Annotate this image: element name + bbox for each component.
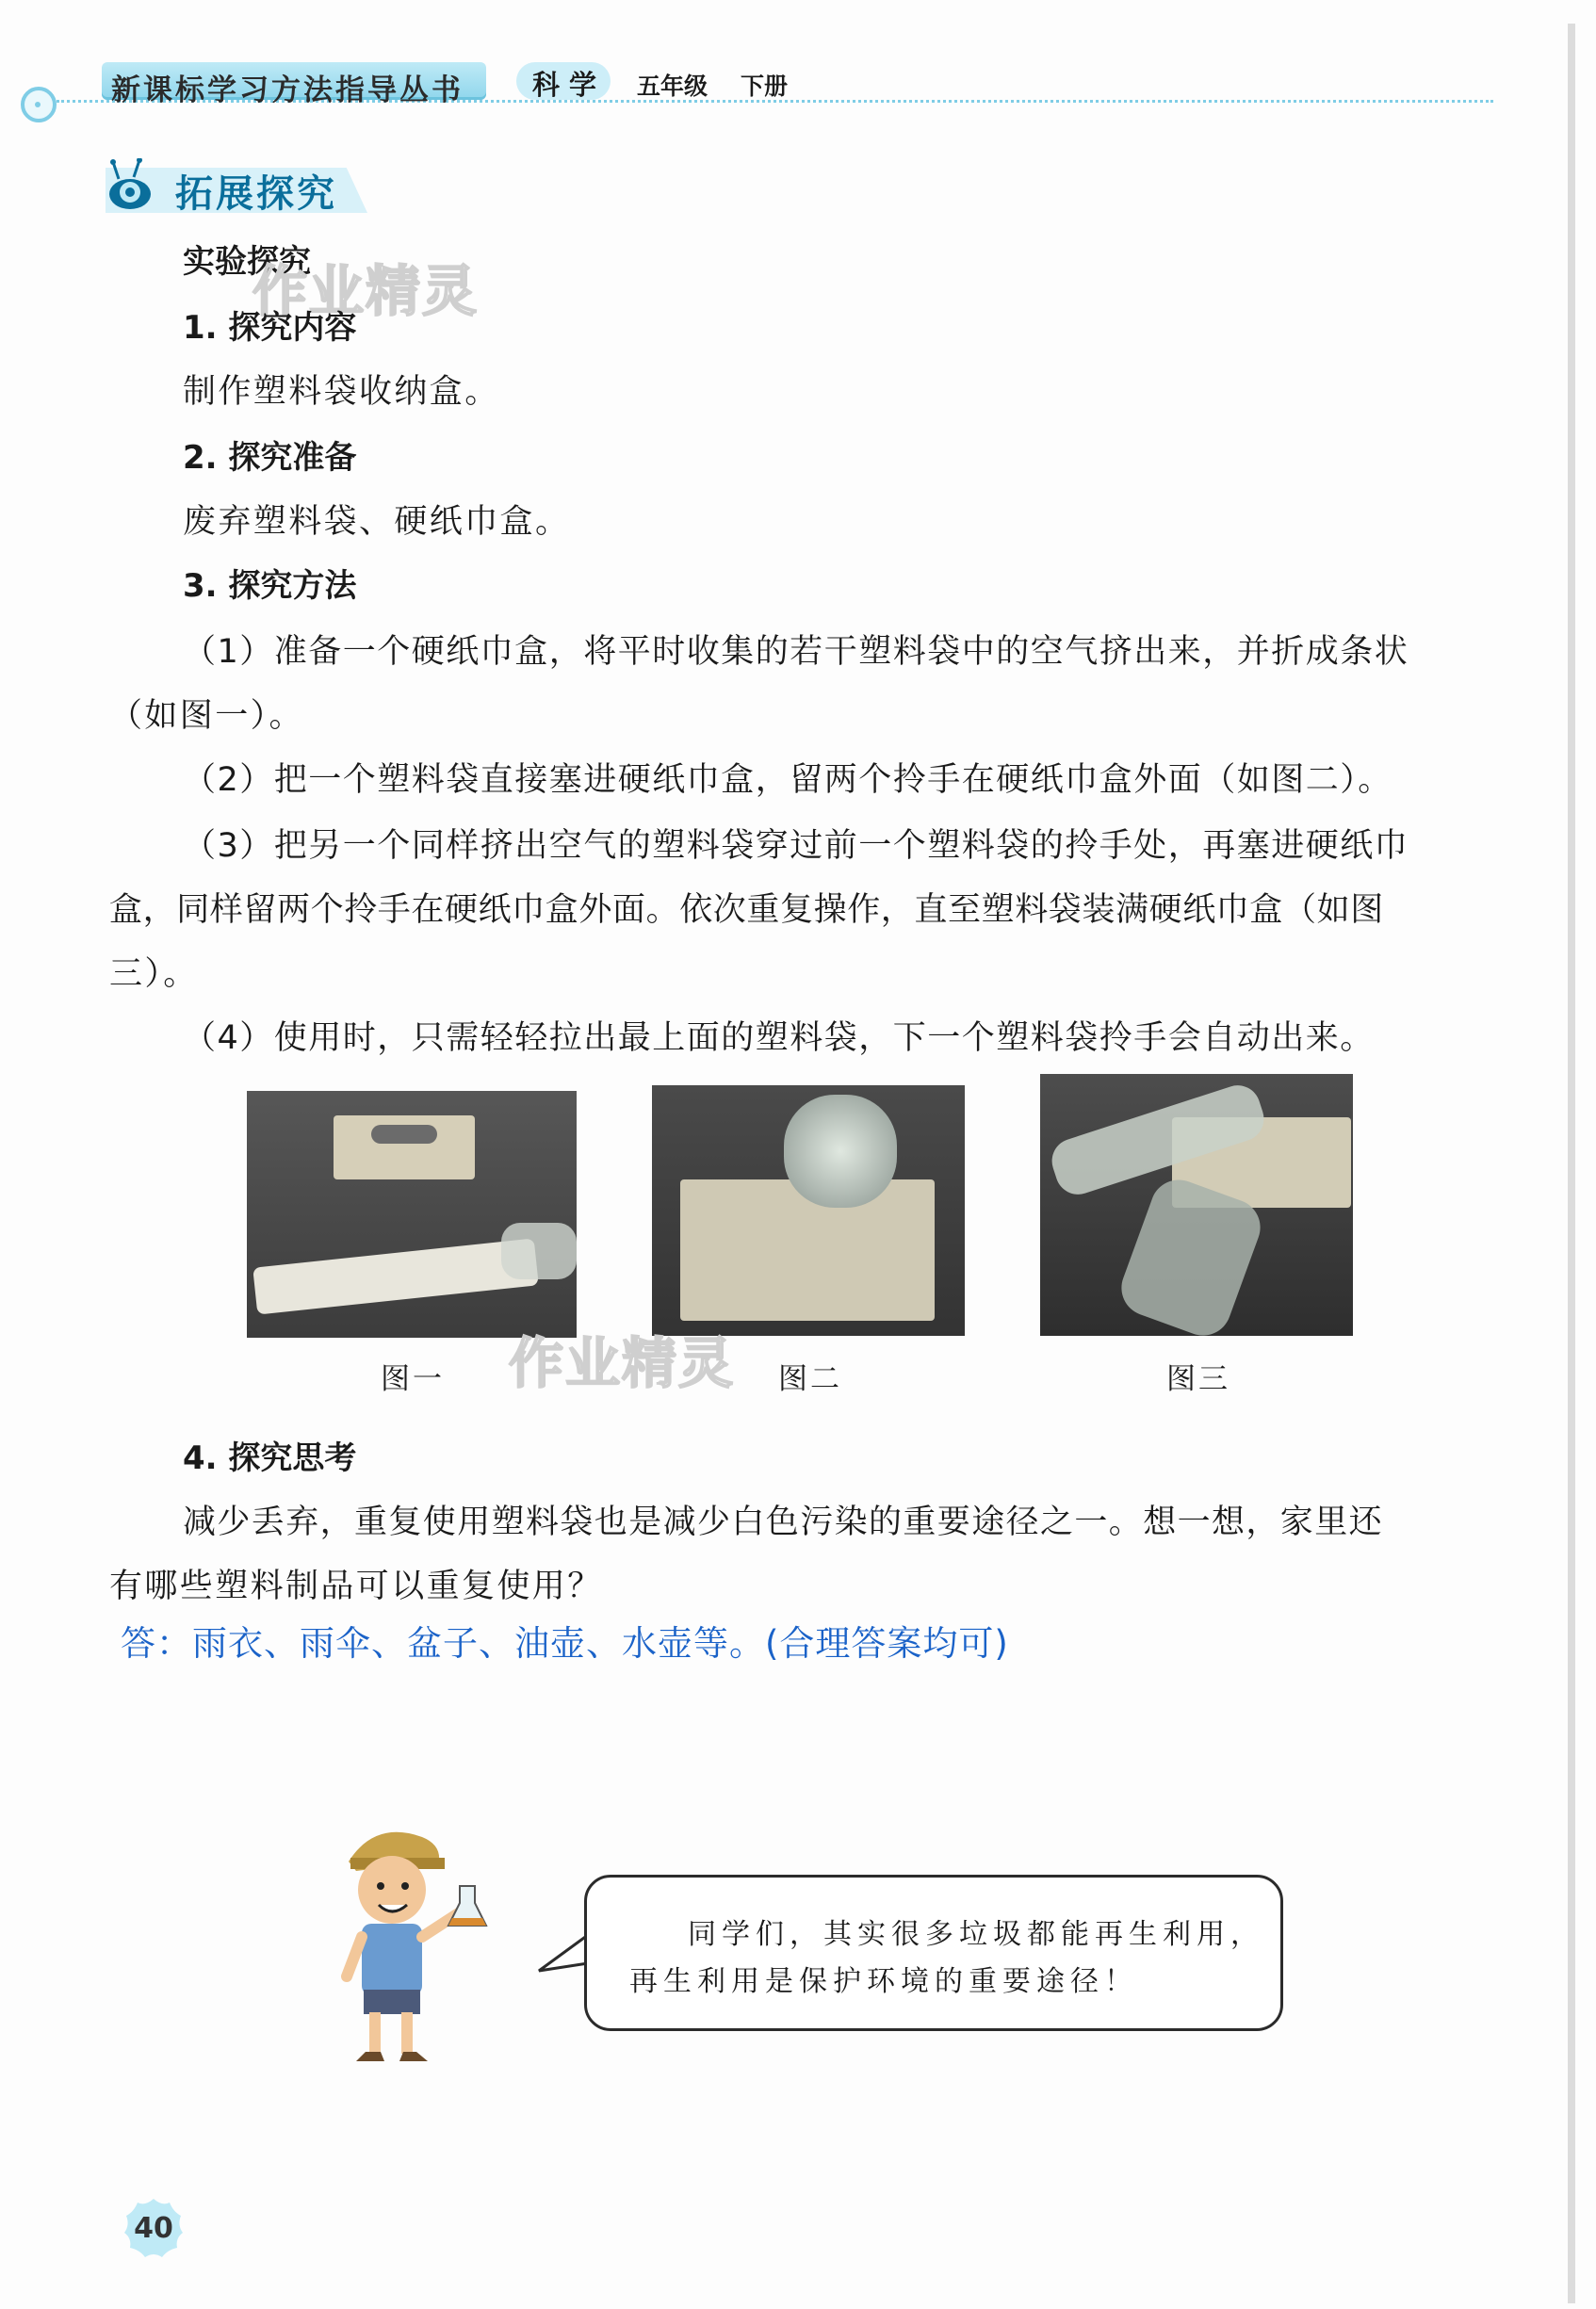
- figure-3-photo: [1040, 1074, 1353, 1336]
- boy-scientist-illustration: [318, 1814, 507, 2080]
- heading-preparation: 2. 探究准备: [183, 439, 357, 477]
- watermark-middle: 作业精灵: [509, 1331, 736, 1395]
- step4-line1: （4）使用时，只需轻轻拉出最上面的塑料袋，下一个塑料袋拎手会自动出来。: [183, 1019, 1375, 1057]
- heading-content: 1. 探究内容: [183, 309, 357, 347]
- experiment-heading: 实验探究: [183, 243, 311, 281]
- question-line2: 有哪些塑料制品可以重复使用？: [109, 1568, 603, 1605]
- step1-line2: （如图一）。: [109, 697, 304, 735]
- header-dot-decoration: [35, 102, 41, 107]
- figure-1-photo: [247, 1091, 577, 1338]
- series-title: 新课标学习方法指导丛书: [111, 73, 464, 107]
- step3-line1: （3）把另一个同样挤出空气的塑料袋穿过前一个塑料袋的拎手处，再塞进硬纸巾: [183, 827, 1409, 865]
- figure-2-photo: [652, 1085, 965, 1336]
- bubble-line-1: 同学们，其实很多垃圾都能再生利用，: [688, 1918, 1264, 1951]
- heading-thinking: 4. 探究思考: [183, 1439, 357, 1477]
- step2-line1: （2）把一个塑料袋直接塞进硬纸巾盒，留两个拎手在硬纸巾盒外面（如图二）。: [183, 761, 1392, 799]
- question-line1: 减少丢弃，重复使用塑料袋也是减少白色污染的重要途径之一。想一想，家里还: [183, 1504, 1384, 1541]
- bubble-line-2: 再生利用是保护环境的重要途径！: [629, 1965, 1138, 1998]
- snail-icon: [106, 158, 155, 211]
- page-number: 40: [134, 2212, 173, 2245]
- paragraph-content: 制作塑料袋收纳盒。: [183, 373, 500, 411]
- volume-label: 下册: [741, 73, 789, 100]
- section-title: 拓展探究: [175, 171, 337, 216]
- grade-label: 五年级: [637, 73, 708, 100]
- step3-line2: 盒，同样留两个拎手在硬纸巾盒外面。依次重复操作，直至塑料袋装满硬纸巾盒（如图: [109, 891, 1384, 929]
- answer-text: 答：雨衣、雨伞、盆子、油壶、水壶等。(合理答案均可): [121, 1623, 1009, 1664]
- figure-3-caption: 图三: [1166, 1362, 1230, 1396]
- paragraph-preparation: 废弃塑料袋、硬纸巾盒。: [183, 503, 571, 541]
- figure-2-caption: 图二: [778, 1362, 842, 1396]
- subject-label: 科学: [532, 69, 607, 101]
- watermark-top: 作业精灵: [252, 259, 480, 323]
- heading-method: 3. 探究方法: [183, 567, 357, 605]
- speech-bubble-tail: [535, 1931, 592, 1978]
- speech-bubble: [584, 1875, 1283, 2031]
- step3-line3: 三）。: [109, 955, 199, 993]
- figure-1-caption: 图一: [381, 1362, 445, 1396]
- page-edge-shadow: [1568, 24, 1575, 2303]
- step1-line1: （1）准备一个硬纸巾盒，将平时收集的若干塑料袋中的空气挤出来，并折成条状: [183, 633, 1409, 671]
